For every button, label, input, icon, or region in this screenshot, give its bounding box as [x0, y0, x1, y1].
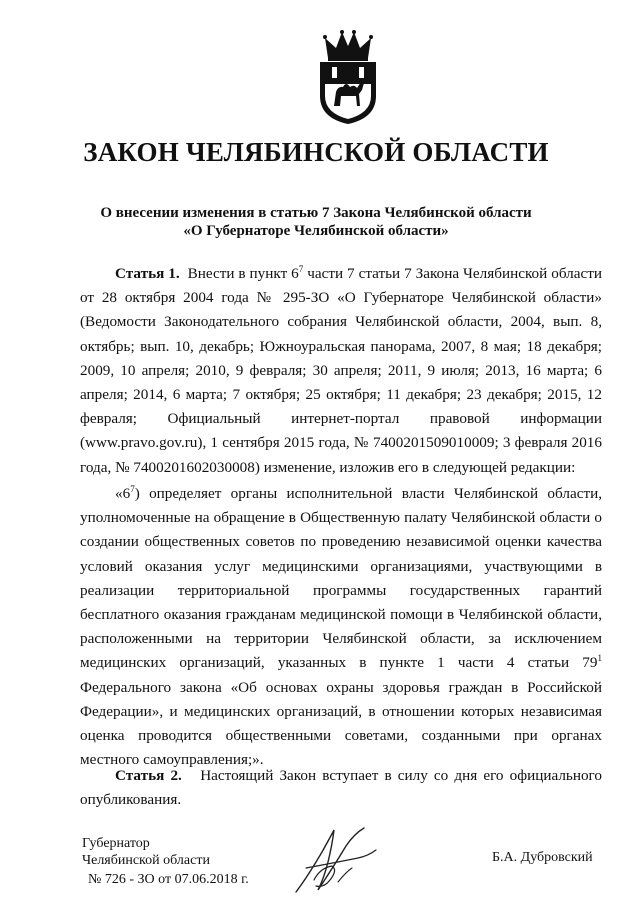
article-2-paragraph	[80, 764, 602, 812]
article-1-label: Статья 1.	[115, 265, 180, 282]
signer-position	[82, 835, 210, 869]
subtitle-line-2: «О Губернаторе Челябинской области»	[183, 223, 449, 239]
article-1-text-a: Внести в пункт 6	[187, 265, 299, 282]
handwritten-signature-icon	[288, 822, 380, 898]
article-1-superscript: 7	[298, 263, 304, 274]
quote-text-b: ) определяет органы исполнительной власти Челябинской области, уполномоченные на обращение в Общественную палату Челябинской области о создании общественных советов по проведению независимой оценки качества условий оказания услуг медицинскими организациями, участвующими в реализации территориальной программы государственных гарантий бесплатного оказания гражданам медицинской помощи в Челябинской области, расположенными на территории Челябинской области, за исключением медицинских организаций, указанных в пункте 1 части 4 статьи 79	[80, 485, 602, 672]
coat-of-arms-icon	[312, 28, 384, 126]
quote-superscript-a: 7	[130, 483, 135, 494]
amendment-quote-paragraph	[80, 482, 602, 772]
signatory-name: Б.А. Дубровский	[492, 850, 593, 865]
article-2-text: Настоящий Закон вступает в силу со дня его официального опубликования.	[80, 767, 603, 809]
subtitle-line-1: О внесении изменения в статью 7 Закона Челябинской области	[100, 205, 532, 221]
article-1-text-b: части 7 статьи 7 Закона Челябинской области от 28 октября 2004 года № 295-ЗО «О Губернаторе Челябинской области» (Ведомости Законодательного собрания Челябинской области, 2004, вып. 8, октябрь; вып. 10, декабрь; Южноуральская панорама, 2007, 8 мая; 18 декабря; 2009, 10 апреля; 2010, 9 февраля; 30 апреля; 2011, 9 июля; 2013, 16 марта; 6 апреля; 2014, 6 марта; 7 октября; 25 октября; 11 декабря; 23 декабря; 2015, 12 февраля; Официальный интернет-портал правовой информации (www.pravo.gov.ru), 1 сентября 2015 года, № 7400201509010009; 3 февраля 2016 года, № 7400201602030008) изменение, изложив его в следующей редакции:	[80, 265, 603, 476]
signer-position-line-1: Губернатор	[82, 836, 150, 851]
law-registration-number: № 726 - ЗО от 07.06.2018 г.	[88, 872, 249, 887]
quote-superscript-b: 1	[597, 653, 602, 664]
law-title: ЗАКОН ЧЕЛЯБИНСКОЙ ОБЛАСТИ	[83, 137, 549, 167]
article-2-label: Статья 2.	[115, 767, 182, 784]
quote-text-a: «6	[115, 485, 131, 502]
signer-position-line-2: Челябинской области	[82, 853, 210, 868]
quote-text-c: Федерального закона «Об основах охраны здоровья граждан в Российской Федерации», и медицинских организаций, в отношении которых независимая оценка проводится общественными советами, созданными при органах местного самоуправления;».	[80, 678, 602, 769]
law-subtitle	[0, 204, 632, 240]
article-1-paragraph	[80, 262, 602, 480]
